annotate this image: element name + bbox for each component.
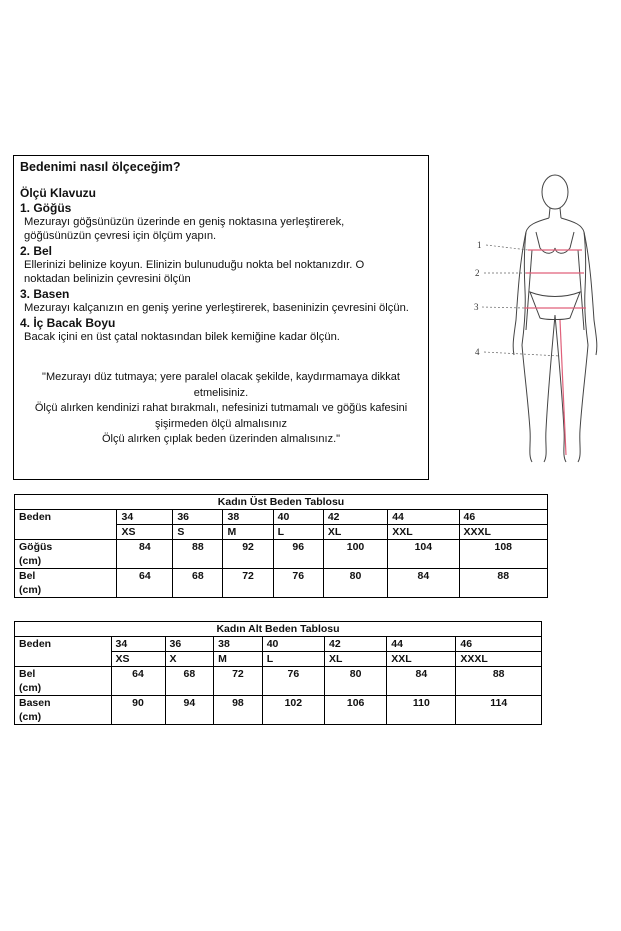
value-cell: 114: [456, 696, 542, 725]
size-cell: 34: [111, 637, 165, 652]
section-text-waist-1: Ellerinizi belinize koyun. Elinizin bulunuduğu nokta bel noktanızdır. O: [24, 259, 365, 271]
size-cell: 46: [459, 510, 547, 525]
value-cell: 92: [223, 540, 273, 569]
value-cell: 84: [388, 569, 459, 598]
value-cell: 100: [323, 540, 387, 569]
size-cell: 42: [323, 510, 387, 525]
value-cell: 64: [117, 569, 173, 598]
size-cell: 44: [387, 637, 456, 652]
value-cell: 104: [388, 540, 459, 569]
value-cell: 76: [262, 667, 324, 696]
size-cell: 40: [273, 510, 323, 525]
value-cell: 72: [214, 667, 263, 696]
figure-label-4: 4: [475, 347, 480, 357]
letter-cell: XXL: [388, 525, 459, 540]
table-row: [15, 637, 542, 652]
letter-cell: L: [262, 652, 324, 667]
row-label-line: Göğüs: [19, 541, 53, 553]
row-label: [15, 696, 112, 725]
value-cell: 80: [325, 667, 387, 696]
size-cell: 40: [262, 637, 324, 652]
value-cell: 98: [214, 696, 263, 725]
table-row: [15, 540, 548, 569]
section-text-chest-2: göğüsünüzün çevresi için ölçüm yapın.: [24, 230, 217, 242]
value-cell: 96: [273, 540, 323, 569]
upper-header-label: Beden: [15, 510, 117, 540]
letter-cell: XXL: [387, 652, 456, 667]
value-cell: 64: [111, 667, 165, 696]
section-heading-hip: 3. Basen: [20, 287, 70, 301]
row-label-line: Bel: [19, 570, 36, 582]
size-cell: 36: [173, 510, 223, 525]
value-cell: 106: [325, 696, 387, 725]
value-cell: 84: [117, 540, 173, 569]
letter-cell: X: [165, 652, 214, 667]
value-cell: 90: [111, 696, 165, 725]
letter-cell: XS: [111, 652, 165, 667]
lower-table-title: Kadın Alt Beden Tablosu: [15, 622, 542, 637]
section-text-chest-1: Mezurayı göğsünüzün üzerinde en geniş noktasına yerleştirerek,: [24, 216, 345, 228]
value-cell: 68: [173, 569, 223, 598]
size-cell: 46: [456, 637, 542, 652]
letter-cell: XL: [323, 525, 387, 540]
guide-note: [20, 370, 422, 448]
value-cell: 88: [173, 540, 223, 569]
note-line-4: şişirmeden ölçü almalısınız: [154, 417, 288, 430]
value-cell: 110: [387, 696, 456, 725]
table-row: [15, 569, 548, 598]
value-cell: 88: [459, 569, 547, 598]
value-cell: 80: [323, 569, 387, 598]
value-cell: 76: [273, 569, 323, 598]
letter-cell: XL: [325, 652, 387, 667]
row-label-line: Bel: [19, 668, 36, 680]
figure-label-1: 1: [477, 240, 482, 250]
value-cell: 84: [387, 667, 456, 696]
size-cell: 44: [388, 510, 459, 525]
section-heading-chest: 1. Göğüs: [20, 201, 72, 215]
value-cell: 72: [223, 569, 273, 598]
size-cell: 34: [117, 510, 173, 525]
section-heading-waist: 2. Bel: [20, 244, 53, 258]
row-label: [15, 540, 117, 569]
table-row: [15, 510, 548, 525]
letter-cell: L: [273, 525, 323, 540]
row-label-unit: (cm): [19, 555, 42, 567]
upper-table-title: Kadın Üst Beden Tablosu: [15, 495, 548, 510]
row-label-unit: (cm): [19, 711, 42, 723]
figure-label-2: 2: [475, 268, 480, 278]
letter-cell: S: [173, 525, 223, 540]
measuring-guide-box: [13, 155, 429, 480]
upper-size-table: [14, 494, 548, 598]
note-line-2: etmelisiniz.: [193, 386, 249, 399]
letter-cell: XS: [117, 525, 173, 540]
section-text-inseam-1: Bacak içini en üst çatal noktasından bilek kemiğine kadar ölçün.: [24, 331, 340, 343]
section-heading-inseam: 4. İç Bacak Boyu: [20, 316, 116, 330]
letter-cell: XXXL: [456, 652, 542, 667]
note-line-5: Ölçü alırken çıplak beden üzerinden almalısınız.": [101, 433, 341, 445]
lower-header-label: Beden: [15, 637, 112, 667]
note-line-3: Ölçü alırken kendinizi rahat bırakmalı, nefesinizi tutmamalı ve göğüs kafesini: [34, 402, 408, 414]
row-label-line: Basen: [19, 697, 51, 709]
size-cell: 36: [165, 637, 214, 652]
row-label-unit: (cm): [19, 584, 42, 596]
guide-title: Ölçü Klavuzu: [20, 186, 97, 200]
size-cell: 42: [325, 637, 387, 652]
row-label: [15, 569, 117, 598]
size-cell: 38: [223, 510, 273, 525]
value-cell: 94: [165, 696, 214, 725]
row-label-unit: (cm): [19, 682, 42, 694]
lower-size-table: [14, 621, 542, 725]
size-cell: 38: [214, 637, 263, 652]
value-cell: 108: [459, 540, 547, 569]
note-line-1: "Mezurayı düz tutmaya; yere paralel olacak şekilde, kaydırmamaya dikkat: [42, 371, 400, 383]
figure-label-3: 3: [474, 302, 479, 312]
letter-cell: M: [214, 652, 263, 667]
row-label: [15, 667, 112, 696]
value-cell: 68: [165, 667, 214, 696]
value-cell: 102: [262, 696, 324, 725]
body-measurement-figure: [470, 170, 610, 470]
letter-cell: XXXL: [459, 525, 547, 540]
table-row: [15, 667, 542, 696]
guide-question: Bedenimi nasıl ölçeceğim?: [20, 160, 181, 174]
table-row: [15, 696, 542, 725]
section-text-waist-2: noktadan belinizin çevresini ölçün: [24, 273, 191, 285]
section-text-hip-1: Mezurayı kalçanızın en geniş yerine yerleştirerek, baseninizin çevresini ölçün.: [24, 302, 409, 314]
letter-cell: M: [223, 525, 273, 540]
value-cell: 88: [456, 667, 542, 696]
